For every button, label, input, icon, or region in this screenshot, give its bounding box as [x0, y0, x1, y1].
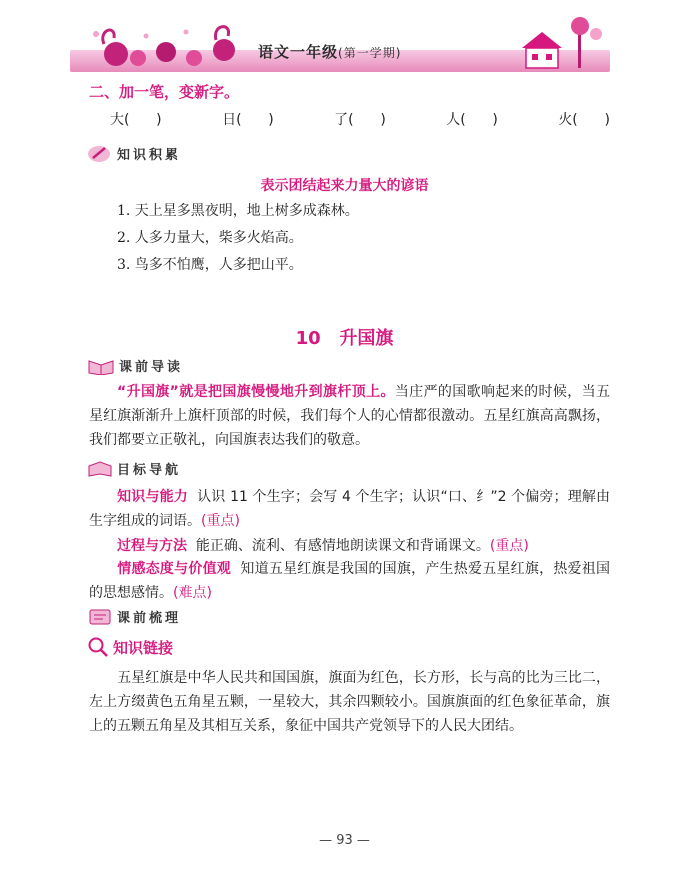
link-heading: 知识链接: [87, 636, 173, 658]
proverb-1: 1. 天上星多黑夜明，地上树多成森林。: [117, 203, 359, 219]
exercise-heading: 二、加一笔，变新字。: [89, 83, 240, 101]
page-header: [70, 14, 610, 78]
char-blank-3[interactable]: 了( ): [334, 112, 386, 128]
char-blank-5[interactable]: 火( ): [558, 112, 610, 128]
proverb-2: 2. 人多力量大，柴多火焰高。: [117, 230, 303, 246]
goal-process: 过程与方法 能正确、流利、有感情地朗读课文和背诵课文。(重点): [117, 538, 529, 554]
char-blank-2[interactable]: 日( ): [222, 112, 274, 128]
page-number: — 93 —: [319, 833, 370, 848]
proverb-3: 3. 鸟多不怕鹰，人多把山平。: [117, 257, 303, 273]
goal-knowledge: 知识与能力 认识 11 个生字；会写 4 个生字；认识“口、纟”2 个偏旁；理解由生字组成的词语。(重点): [89, 489, 611, 529]
char-exercise-row: [110, 109, 610, 129]
link-paragraph: 五星红旗是中华人民共和国国旗，旗面为红色，长方形，长与高的比为三比二，左上方缀黄色五角星五颗，一星较大，其余四颗较小。国旗旗面的红色象征革命，旗上的五颗五角星及其相互关系，象征中国共产党领导下的人民大团结。: [89, 670, 610, 734]
char-blank-1[interactable]: 大( ): [110, 112, 162, 128]
preview-rest: 当庄严的国歌响起来的时候，当五星红旗渐渐升上旗杆顶部的时候，我们每个人的心情都很激动。五星红旗高高飘扬，我们都要立正敬礼，向国旗表达我们的敬意。: [89, 384, 610, 448]
magnifier-icon: [87, 636, 109, 658]
proverbs-heading: 表示团结起来力量大的谚语: [260, 178, 429, 194]
goals-tag: 目标导航: [87, 458, 181, 478]
goal-emotion: 情感态度与价值观 知道五星红旗是我国的国旗，产生热爱五星红旗，热爱祖国的思想感情。(难点): [89, 561, 611, 601]
header-title: 语文一年级(第一学期): [258, 43, 402, 61]
floral-decoration-left: [76, 14, 256, 74]
preview-paragraph: [89, 380, 610, 452]
char-blank-4[interactable]: 人( ): [446, 112, 498, 128]
preview-tag: 课前导读: [87, 355, 183, 375]
pen-icon: [87, 143, 113, 163]
knowledge-tag: 知识积累: [87, 143, 181, 163]
review-tag: 课前梳理: [87, 606, 181, 626]
compass-book-icon: [87, 458, 113, 478]
lesson-title: 10 升国旗: [295, 328, 394, 349]
house-decoration-right: [510, 14, 610, 74]
book-icon: [87, 355, 115, 375]
preview-lead: “升国旗”就是把国旗慢慢地升到旗杆顶上。: [117, 384, 395, 400]
notebook-icon: [87, 606, 113, 626]
